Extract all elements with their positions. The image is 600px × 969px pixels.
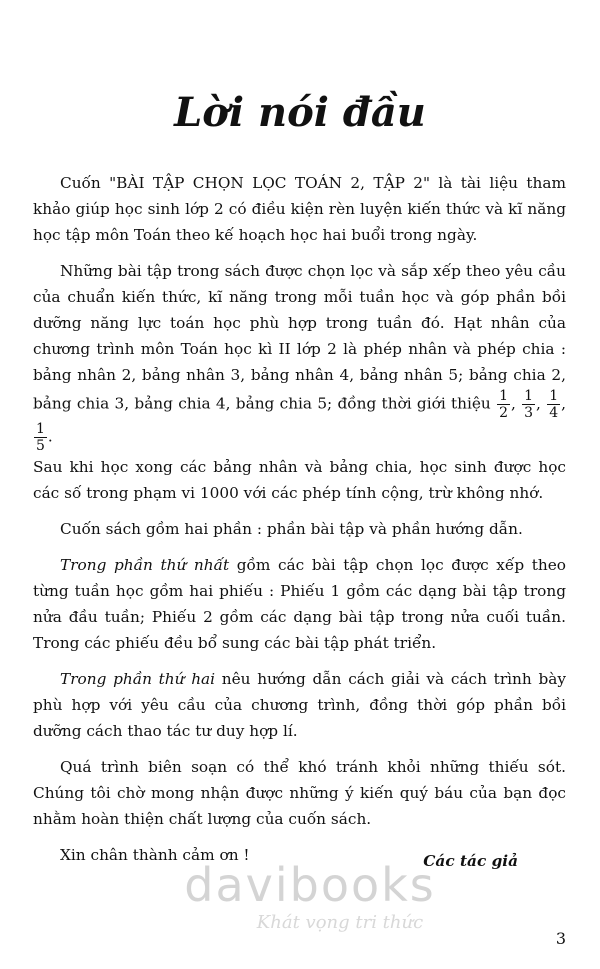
page-number: 3 — [555, 929, 566, 948]
fraction-one-third: $\frac{1}{3}$ — [524, 388, 534, 421]
part-two-text: nêu hướng dẫn cách giải và cách trình bày phù hợp với yêu cầu của chương trình, đồng thời góp phần bồi dưỡng cách thao tác tư duy hợp lí. — [33, 670, 566, 740]
page-title: Lời nói đầu — [174, 89, 426, 136]
paragraph-intro: Cuốn "BÀI TẬP CHỌN LỌC TOÁN 2, TẬP 2" là tài liệu tham khảo giúp học sinh lớp 2 có điều kiện rèn luyện kiến thức và kĩ năng học tập môn Toán theo kế hoạch học hai buổi trong ngày. — [33, 174, 566, 244]
paragraph-part-two — [33, 666, 566, 744]
watermark-slogan: Khát vọng tri thức — [256, 912, 424, 933]
paragraph-thanks: Xin chân thành cảm ơn ! — [60, 846, 250, 864]
author-signature: Các tác giả — [423, 852, 518, 870]
part-two-label: Trong phần thứ hai — [60, 670, 216, 688]
paragraph-continuation: Sau khi học xong các bảng nhân và bảng chia, học sinh được học các số trong phạm vi 1000 với các phép tính cộng, trừ không nhớ. — [33, 458, 566, 502]
part-one-label: Trong phần thứ nhất — [60, 556, 230, 574]
fraction-one-half: $\frac{1}{2}$ — [499, 388, 508, 421]
paragraph-content-description: Những bài tập trong sách được chọn lọc và sắp xếp theo yêu cầu của chuẩn kiến thức, kĩ năng trong mỗi tuần học và góp phần bồi dưỡng năng lực toán học phù hợp trong tuần đó. Hạt nhân của chương trình môn Toán học kì II lớp 2 là phép nhân và phép chia : bảng nhân 2, bảng nhân 3, bảng nhân 4, bảng nhân 5; bảng chia 2, bảng chia 3, bảng chia 4, bảng chia 5; đồng thời giới thiệu $\frac{1}{2}$ , $\frac{1}{3}$ , $\frac{1}{4}$ , $\frac{1}{5}$ . Sau khi học xong các bảng nhân và bảng chia, học sinh được học các số trong phạm vi 1000 với các phép tính cộng, trừ không nhớ. — [33, 258, 566, 506]
paragraph-part-one — [33, 552, 566, 656]
preface-body — [33, 170, 566, 878]
part-one-text: gồm các bài tập chọn lọc được xếp theo từng tuần học gồm hai phiếu : Phiếu 1 gồm các dạng bài tập trong nửa đầu tuần; Phiếu 2 gồm các dạng bài tập trong nửa cuối tuần. Trong các phiếu đều bổ sung các bài tập phát triển. — [33, 556, 566, 652]
paragraph-feedback: Quá trình biên soạn có thể khó tránh khỏi những thiếu sót. Chúng tôi chờ mong nhận được những ý kiến quý báu của bạn đọc nhằm hoàn thiện chất lượng của cuốn sách. — [33, 758, 566, 828]
paragraph-text: Những bài tập trong sách được chọn lọc và sắp xếp theo yêu cầu của chuẩn kiến thức, kĩ năng trong mỗi tuần học và góp phần bồi dưỡng năng lực toán học phù hợp trong tuần đó. Hạt nhân của chương trình môn Toán học kì II lớp 2 là phép nhân và phép chia : bảng nhân 2, bảng nhân 3, bảng nhân 4, bảng nhân 5; bảng chia 2, bảng chia 3, bảng chia 4, bảng chia 5; đồng thời giới thiệu — [33, 262, 566, 413]
fraction-one-quarter: $\frac{1}{4}$ — [549, 388, 559, 421]
fraction-one-fifth: $\frac{1}{5}$ — [36, 421, 45, 454]
paragraph-structure: Cuốn sách gồm hai phần : phần bài tập và phần hướng dẫn. — [60, 520, 523, 538]
watermark-brand: davibooks — [184, 858, 436, 912]
